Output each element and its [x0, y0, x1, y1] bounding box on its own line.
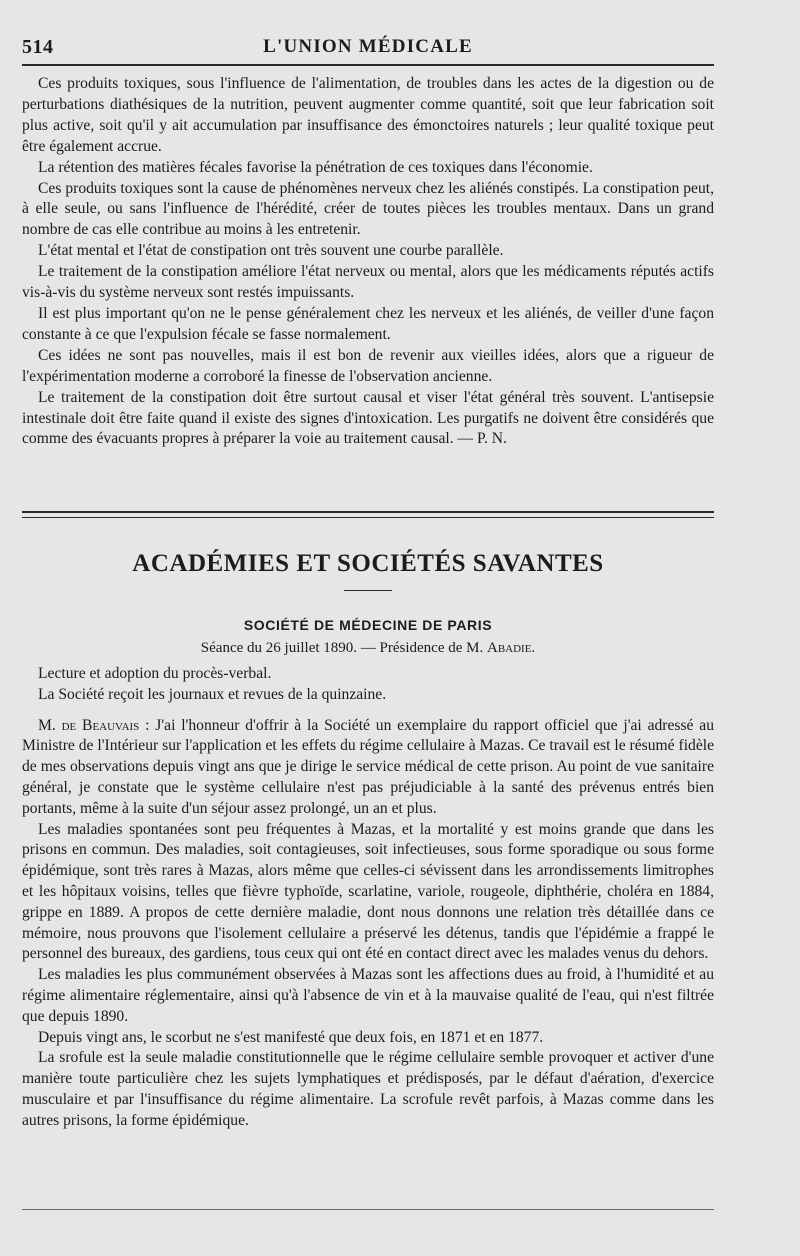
- article-paragraph: La rétention des matières fécales favorise la pénétration de ces toxiques dans l'économie.: [38, 158, 593, 176]
- speech-text: J'ai l'honneur d'offrir à la Société un exemplaire du rapport officiel que j'ai adressé au Ministre de l'Intérieur sur l'application et les effets du régime cellulaire à Mazas. Ce travail est le résumé fidèle de mes observations depuis vingt ans que je dirige le service médical de cette prison. Au point de vue sanitaire général, je constate que le système cellulaire n'est pas préjudiciable à la santé des prévenus entrés bien portants, même à la suite d'un séjour assez prolongé, un an et plus.: [22, 716, 714, 817]
- seance-date: Séance du 26 juillet 1890. — Présidence de M.: [200, 640, 484, 656]
- session-body: [22, 664, 714, 1132]
- article-paragraph: Il est plus important qu'on ne le pense généralement chez les nerveux et les aliénés, de veiller d'une façon constante à ce que l'expulsion fécale se fasse normalement.: [22, 304, 714, 343]
- session-paragraph: Lecture et adoption du procès-verbal.: [38, 665, 272, 682]
- header-rule: [22, 64, 714, 66]
- section-divider-thin: [22, 517, 714, 518]
- article-paragraph: Le traitement de la constipation doit être surtout causal et viser l'état général très souvent. L'antisepsie intestinale doit être faite quand il existe des signes d'intoxication. Les purgatifs ne doivent être considérés que comme des évacuants propres à préparer la voie au traitement causal. — P. N.: [22, 388, 714, 448]
- title-underline: [344, 590, 392, 591]
- seance-line: [22, 640, 714, 657]
- page-number: 514: [22, 36, 54, 58]
- society-name: SOCIÉTÉ DE MÉDECINE DE PARIS: [243, 617, 493, 633]
- session-paragraph: Les maladies spontanées sont peu fréquentes à Mazas, et la mortalité y est moins grande que dans les prisons en commun. Des maladies, soit contagieuses, soit infectieuses, sous forme sporadique ou sous forme épidémique, sont très rares à Mazas, alors même que celles-ci sévissent dans les arrondissements limitrophes et les hôpitaux voisins, telles que fièvre typhoïde, scarlatine, variole, rougeole, diphthérie, choléra en 1884, grippe en 1889. A propos de cette dernière maladie, dont nous donnons une relation très détaillée dans ce mémoire, nous prouvons que l'isolement cellulaire a préservé les détenus, tandis que l'épidémie a frappé le personnel des bureaux, des gardiens, tous ceux qui ont été en contact direct avec les malades venus du dehors.: [22, 820, 714, 963]
- session-paragraph: Les maladies les plus communément observées à Mazas sont les affections dues au froid, à l'humidité et au régime alimentaire réglementaire, ainsi qu'à l'absence de vin et à la mauvaise qualité de l'eau, qui n'est filtrée que depuis 1890.: [22, 966, 714, 1025]
- article-paragraph: Ces idées ne sont pas nouvelles, mais il est bon de revenir aux vieilles idées, alors que a rigueur de l'expérimentation moderne a corroboré la finesse de l'observation ancienne.: [22, 346, 714, 385]
- running-title: L'UNION MÉDICALE: [263, 36, 473, 57]
- article-paragraph: Ces produits toxiques, sous l'influence de l'alimentation, de troubles dans les actes de la digestion ou de perturbations diathésiques de la nutrition, peuvent augmenter comme quantité, soit que leur fabrication soit plus active, soit qu'il y ait accumulation par insuffisance des émonctoires naturels ; leur qualité toxique peut être également accrue.: [22, 75, 714, 155]
- article-paragraph: L'état mental et l'état de constipation ont très souvent une courbe parallèle.: [38, 242, 504, 260]
- session-paragraph: La Société reçoit les journaux et revues de la quinzaine.: [38, 685, 387, 703]
- president-name: Abadie.: [486, 640, 536, 656]
- footer-rule: [22, 1209, 714, 1210]
- session-paragraph: Depuis vingt ans, le scorbut ne s'est manifesté que deux fois, en 1871 et en 1877.: [38, 1028, 544, 1046]
- article-paragraph: Ces produits toxiques sont la cause de phénomènes nerveux chez les aliénés constipés. La constipation peut, à elle seule, ou sans l'influence de l'hérédité, créer de toutes pièces les troubles mentaux. Dans un grand nombre de cas elle contribue au moins à les entretenir.: [22, 179, 714, 239]
- article-body: [22, 74, 714, 450]
- article-paragraph: Le traitement de la constipation améliore l'état nerveux ou mental, alors que les médicaments réputés actifs vis-à-vis du système nerveux sont restés impuissants.: [22, 263, 714, 302]
- session-paragraph: La srofule est la seule maladie constitutionnelle que le régime cellulaire semble provoquer et activer d'une manière toute particulière chez les sujets lymphatiques et prédisposés, par le défaut d'aération, d'exercice musculaire et par l'insuffisance du régime alimentaire. La scrofule revêt parfois, à Mazas comme dans les autres prisons, la forme épidémique.: [22, 1049, 714, 1129]
- section-title: ACADÉMIES ET SOCIÉTÉS SAVANTES: [132, 550, 604, 577]
- speaker-name: M. de Beauvais :: [38, 716, 150, 734]
- section-divider-thick: [22, 511, 714, 513]
- page-header: [22, 30, 714, 60]
- speech-paragraph: [22, 716, 714, 820]
